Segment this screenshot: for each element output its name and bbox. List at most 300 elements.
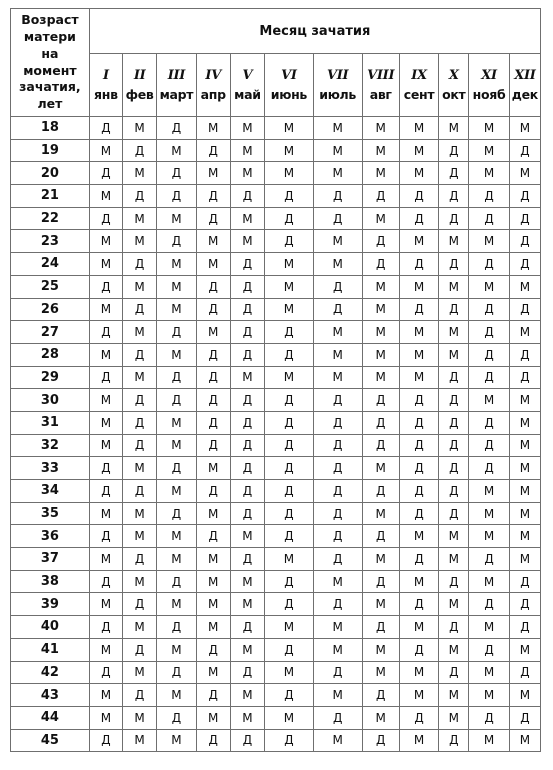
gender-cell: М [265, 276, 314, 299]
gender-cell: М [90, 230, 123, 253]
gender-cell: Д [469, 435, 509, 458]
gender-cell: М [363, 662, 400, 685]
gender-cell: Д [439, 412, 469, 435]
gender-cell: Д [123, 639, 157, 662]
gender-cell: Д [363, 412, 400, 435]
age-cell: 38 [11, 571, 90, 594]
gender-cell: М [469, 230, 509, 253]
gender-cell: М [363, 367, 400, 390]
gender-cell: Д [157, 457, 196, 480]
gender-cell: Д [197, 730, 231, 753]
gender-cell: Д [231, 276, 265, 299]
gender-cell: М [469, 616, 509, 639]
gender-cell: Д [157, 662, 196, 685]
age-cell: 20 [11, 162, 90, 185]
age-column-header: Возраст матери на момент зачатия, лет [11, 9, 90, 117]
table-row [11, 117, 541, 140]
gender-cell: Д [197, 525, 231, 548]
gender-cell: Д [231, 389, 265, 412]
gender-cell: Д [510, 593, 541, 616]
table-row [11, 548, 541, 571]
gender-cell: Д [123, 389, 157, 412]
gender-cell: Д [314, 412, 363, 435]
gender-cell: Д [510, 344, 541, 367]
table-row [11, 230, 541, 253]
table-row [11, 412, 541, 435]
gender-cell: М [90, 548, 123, 571]
gender-cell: Д [265, 435, 314, 458]
age-cell: 40 [11, 616, 90, 639]
gender-cell: Д [123, 185, 157, 208]
age-cell: 28 [11, 344, 90, 367]
table-row [11, 435, 541, 458]
gender-cell: Д [439, 480, 469, 503]
gender-cell: М [265, 299, 314, 322]
month-roman: I [103, 68, 109, 83]
gender-cell: М [363, 503, 400, 526]
gender-cell: М [231, 140, 265, 163]
gender-cell: Д [265, 503, 314, 526]
age-cell: 18 [11, 117, 90, 140]
gender-cell: М [157, 548, 196, 571]
month-header [197, 54, 231, 117]
gender-cell: Д [469, 548, 509, 571]
gender-cell: М [90, 185, 123, 208]
gender-cell: М [439, 230, 469, 253]
gender-cell: М [197, 593, 231, 616]
gender-cell: Д [197, 299, 231, 322]
gender-cell: М [363, 548, 400, 571]
gender-cell: М [265, 707, 314, 730]
gender-cell: Д [469, 593, 509, 616]
gender-cell: М [400, 571, 439, 594]
table-row [11, 593, 541, 616]
month-roman: V [242, 68, 253, 83]
gender-cell: Д [363, 480, 400, 503]
gender-cell: М [197, 457, 231, 480]
gender-cell: М [265, 140, 314, 163]
month-name: дек [511, 87, 538, 102]
gender-cell: Д [231, 412, 265, 435]
gender-cell: Д [90, 208, 123, 231]
gender-cell: Д [314, 389, 363, 412]
gender-cell: Д [469, 639, 509, 662]
gender-cell: Д [265, 684, 314, 707]
gender-cell: Д [510, 707, 541, 730]
gender-cell: Д [510, 299, 541, 322]
gender-cell: М [510, 435, 541, 458]
gender-cell: М [265, 162, 314, 185]
gender-cell: Д [400, 412, 439, 435]
gender-cell: М [231, 162, 265, 185]
gender-cell: М [439, 525, 469, 548]
gender-cell: Д [90, 321, 123, 344]
table-row [11, 321, 541, 344]
gender-cell: Д [265, 525, 314, 548]
age-cell: 24 [11, 253, 90, 276]
table-row [11, 684, 541, 707]
month-header [469, 54, 509, 117]
gender-cell: Д [231, 321, 265, 344]
month-name: июль [319, 87, 357, 102]
month-header [363, 54, 400, 117]
gender-cell: М [123, 321, 157, 344]
month-roman: XI [481, 68, 497, 83]
gender-cell: М [231, 367, 265, 390]
gender-cell: Д [231, 344, 265, 367]
gender-cell: М [197, 707, 231, 730]
gender-cell: М [157, 344, 196, 367]
age-cell: 25 [11, 276, 90, 299]
gender-cell: Д [469, 367, 509, 390]
gender-cell: Д [197, 435, 231, 458]
gender-cell: Д [439, 730, 469, 753]
gender-cell: М [197, 230, 231, 253]
gender-cell: М [363, 117, 400, 140]
gender-cell: Д [439, 457, 469, 480]
gender-cell: Д [123, 299, 157, 322]
gender-cell: Д [90, 662, 123, 685]
gender-cell: Д [197, 344, 231, 367]
month-name: апр [200, 87, 226, 102]
gender-cell: М [439, 117, 469, 140]
gender-cell: М [90, 253, 123, 276]
gender-cell: М [231, 593, 265, 616]
gender-cell: Д [231, 480, 265, 503]
gender-cell: М [90, 140, 123, 163]
gender-cell: М [510, 162, 541, 185]
gender-cell: Д [363, 684, 400, 707]
gender-cell: Д [439, 435, 469, 458]
age-cell: 34 [11, 480, 90, 503]
gender-cell: М [400, 684, 439, 707]
gender-cell: Д [400, 639, 439, 662]
gender-cell: Д [510, 253, 541, 276]
month-header [400, 54, 439, 117]
gender-cell: Д [439, 299, 469, 322]
gender-cell: Д [265, 185, 314, 208]
gender-cell: М [469, 276, 509, 299]
gender-cell: Д [197, 367, 231, 390]
table-row [11, 253, 541, 276]
gender-cell: Д [123, 140, 157, 163]
table-row [11, 185, 541, 208]
gender-cell: М [314, 571, 363, 594]
month-name: окт [442, 87, 466, 102]
gender-cell: М [400, 525, 439, 548]
gender-cell: М [314, 730, 363, 753]
gender-cell: М [363, 162, 400, 185]
gender-cell: М [231, 525, 265, 548]
gender-cell: Д [157, 162, 196, 185]
gender-cell: Д [314, 457, 363, 480]
gender-cell: Д [265, 230, 314, 253]
gender-cell: Д [510, 208, 541, 231]
age-cell: 43 [11, 684, 90, 707]
age-cell: 32 [11, 435, 90, 458]
gender-cell: Д [363, 435, 400, 458]
month-name: нояб [472, 87, 506, 102]
table-row [11, 140, 541, 163]
gender-cell: Д [363, 571, 400, 594]
gender-cell: М [439, 684, 469, 707]
age-cell: 21 [11, 185, 90, 208]
gender-cell: М [400, 140, 439, 163]
gender-cell: Д [400, 253, 439, 276]
gender-cell: М [197, 117, 231, 140]
gender-cell: М [314, 117, 363, 140]
gender-cell: М [123, 707, 157, 730]
gender-cell: М [197, 548, 231, 571]
gender-cell: Д [90, 162, 123, 185]
gender-cell: Д [123, 435, 157, 458]
gender-cell: М [363, 299, 400, 322]
month-header [157, 54, 196, 117]
table-row [11, 730, 541, 753]
gender-cell: М [314, 162, 363, 185]
gender-cell: М [123, 276, 157, 299]
gender-cell: Д [363, 389, 400, 412]
age-cell: 44 [11, 707, 90, 730]
gender-cell: Д [265, 593, 314, 616]
gender-cell: М [123, 571, 157, 594]
gender-cell: Д [265, 571, 314, 594]
gender-cell: Д [363, 525, 400, 548]
age-cell: 29 [11, 367, 90, 390]
gender-cell: М [510, 684, 541, 707]
gender-cell: М [469, 662, 509, 685]
table-row [11, 367, 541, 390]
gender-cell: Д [469, 344, 509, 367]
gender-cell: Д [123, 412, 157, 435]
gender-cell: М [314, 230, 363, 253]
gender-cell: Д [90, 457, 123, 480]
gender-cell: М [265, 117, 314, 140]
gender-cell: М [197, 616, 231, 639]
month-name: авг [369, 87, 392, 102]
gender-cell: М [510, 276, 541, 299]
gender-cell: Д [90, 730, 123, 753]
gender-cell: М [439, 548, 469, 571]
gender-cell: Д [469, 299, 509, 322]
gender-cell: М [314, 140, 363, 163]
month-name: июнь [270, 87, 308, 102]
age-cell: 22 [11, 208, 90, 231]
table-row [11, 707, 541, 730]
gender-cell: Д [314, 276, 363, 299]
gender-cell: Д [90, 367, 123, 390]
gender-cell: М [90, 412, 123, 435]
month-name: май [234, 87, 261, 102]
gender-cell: Д [157, 616, 196, 639]
gender-cell: Д [231, 435, 265, 458]
gender-cell: М [231, 117, 265, 140]
gender-cell: Д [197, 185, 231, 208]
gender-cell: М [400, 276, 439, 299]
gender-cell: М [123, 162, 157, 185]
gender-cell: М [400, 367, 439, 390]
gender-cell: Д [157, 503, 196, 526]
gender-cell: М [265, 548, 314, 571]
age-cell: 45 [11, 730, 90, 753]
gender-cell: М [314, 616, 363, 639]
month-header [265, 54, 314, 117]
gender-cell: М [510, 548, 541, 571]
gender-cell: М [510, 525, 541, 548]
gender-cell: Д [469, 321, 509, 344]
gender-cell: Д [439, 367, 469, 390]
gender-cell: Д [197, 208, 231, 231]
gender-cell: Д [400, 389, 439, 412]
gender-cell: М [157, 480, 196, 503]
month-roman: X [448, 68, 459, 83]
gender-cell: М [314, 639, 363, 662]
gender-cell: М [157, 684, 196, 707]
gender-cell: Д [314, 503, 363, 526]
gender-cell: М [90, 435, 123, 458]
gender-cell: Д [123, 593, 157, 616]
gender-cell: Д [400, 435, 439, 458]
gender-cell: М [123, 230, 157, 253]
gender-cell: Д [400, 208, 439, 231]
month-name: янв [94, 87, 118, 102]
gender-cell: М [231, 208, 265, 231]
gender-cell: Д [157, 571, 196, 594]
gender-cell: М [363, 457, 400, 480]
gender-cell: М [314, 367, 363, 390]
gender-cell: М [90, 344, 123, 367]
gender-cell: М [314, 684, 363, 707]
gender-cell: М [123, 616, 157, 639]
gender-cell: М [123, 208, 157, 231]
gender-cell: М [439, 593, 469, 616]
table-row [11, 525, 541, 548]
gender-cell: Д [197, 412, 231, 435]
table-row [11, 389, 541, 412]
gender-cell: М [363, 344, 400, 367]
age-cell: 23 [11, 230, 90, 253]
gender-cell: М [469, 684, 509, 707]
age-cell: 39 [11, 593, 90, 616]
gender-cell: Д [231, 548, 265, 571]
gender-cell: М [400, 662, 439, 685]
month-header [439, 54, 469, 117]
gender-cell: М [363, 276, 400, 299]
header-row-months [11, 54, 541, 117]
conception-calendar [10, 8, 541, 752]
gender-cell: Д [265, 344, 314, 367]
gender-cell: Д [157, 389, 196, 412]
gender-cell: М [469, 480, 509, 503]
gender-cell: Д [510, 367, 541, 390]
gender-cell: Д [510, 140, 541, 163]
gender-cell: Д [90, 525, 123, 548]
gender-cell: Д [314, 185, 363, 208]
gender-cell: М [265, 662, 314, 685]
gender-cell: М [197, 571, 231, 594]
gender-cell: Д [90, 480, 123, 503]
gender-cell: Д [314, 480, 363, 503]
gender-cell: М [265, 253, 314, 276]
age-cell: 41 [11, 639, 90, 662]
gender-cell: М [510, 730, 541, 753]
gender-cell: М [231, 639, 265, 662]
month-roman: VII [326, 68, 349, 83]
gender-cell: Д [400, 185, 439, 208]
gender-cell: М [157, 412, 196, 435]
gender-cell: Д [439, 253, 469, 276]
gender-cell: Д [90, 117, 123, 140]
gender-cell: Д [363, 253, 400, 276]
gender-cell: Д [439, 185, 469, 208]
table-body [11, 117, 541, 752]
gender-cell: Д [197, 140, 231, 163]
gender-cell: М [510, 321, 541, 344]
gender-cell: М [231, 707, 265, 730]
table-row [11, 208, 541, 231]
age-cell: 33 [11, 457, 90, 480]
gender-cell: М [363, 208, 400, 231]
gender-cell: М [157, 593, 196, 616]
gender-cell: М [265, 616, 314, 639]
gender-cell: Д [400, 480, 439, 503]
gender-cell: М [400, 162, 439, 185]
gender-cell: Д [363, 730, 400, 753]
gender-cell: Д [510, 662, 541, 685]
gender-cell: М [157, 253, 196, 276]
gender-cell: Д [231, 299, 265, 322]
gender-cell: М [197, 503, 231, 526]
gender-cell: Д [231, 457, 265, 480]
month-name: сент [403, 87, 435, 102]
month-roman: VI [281, 68, 297, 83]
gender-cell: Д [265, 730, 314, 753]
gender-cell: Д [314, 593, 363, 616]
gender-cell: Д [123, 684, 157, 707]
month-name: март [159, 87, 194, 102]
gender-cell: М [231, 684, 265, 707]
gender-cell: М [400, 344, 439, 367]
gender-cell: М [123, 503, 157, 526]
gender-cell: М [90, 707, 123, 730]
gender-cell: М [197, 662, 231, 685]
gender-cell: М [197, 162, 231, 185]
gender-cell: Д [510, 230, 541, 253]
gender-cell: Д [90, 571, 123, 594]
gender-cell: М [439, 639, 469, 662]
month-roman: VIII [367, 68, 395, 83]
gender-cell: Д [197, 389, 231, 412]
gender-cell: М [123, 457, 157, 480]
gender-cell: Д [510, 571, 541, 594]
gender-cell: Д [314, 299, 363, 322]
gender-cell: М [157, 208, 196, 231]
age-cell: 37 [11, 548, 90, 571]
gender-cell: Д [123, 548, 157, 571]
table-row [11, 480, 541, 503]
gender-cell: М [157, 525, 196, 548]
gender-cell: Д [231, 616, 265, 639]
gender-cell: Д [400, 503, 439, 526]
gender-cell: Д [157, 707, 196, 730]
age-cell: 31 [11, 412, 90, 435]
gender-cell: Д [314, 208, 363, 231]
table-row [11, 662, 541, 685]
gender-cell: Д [469, 707, 509, 730]
month-roman: IV [205, 68, 221, 83]
month-header [90, 54, 123, 117]
gender-cell: Д [157, 321, 196, 344]
